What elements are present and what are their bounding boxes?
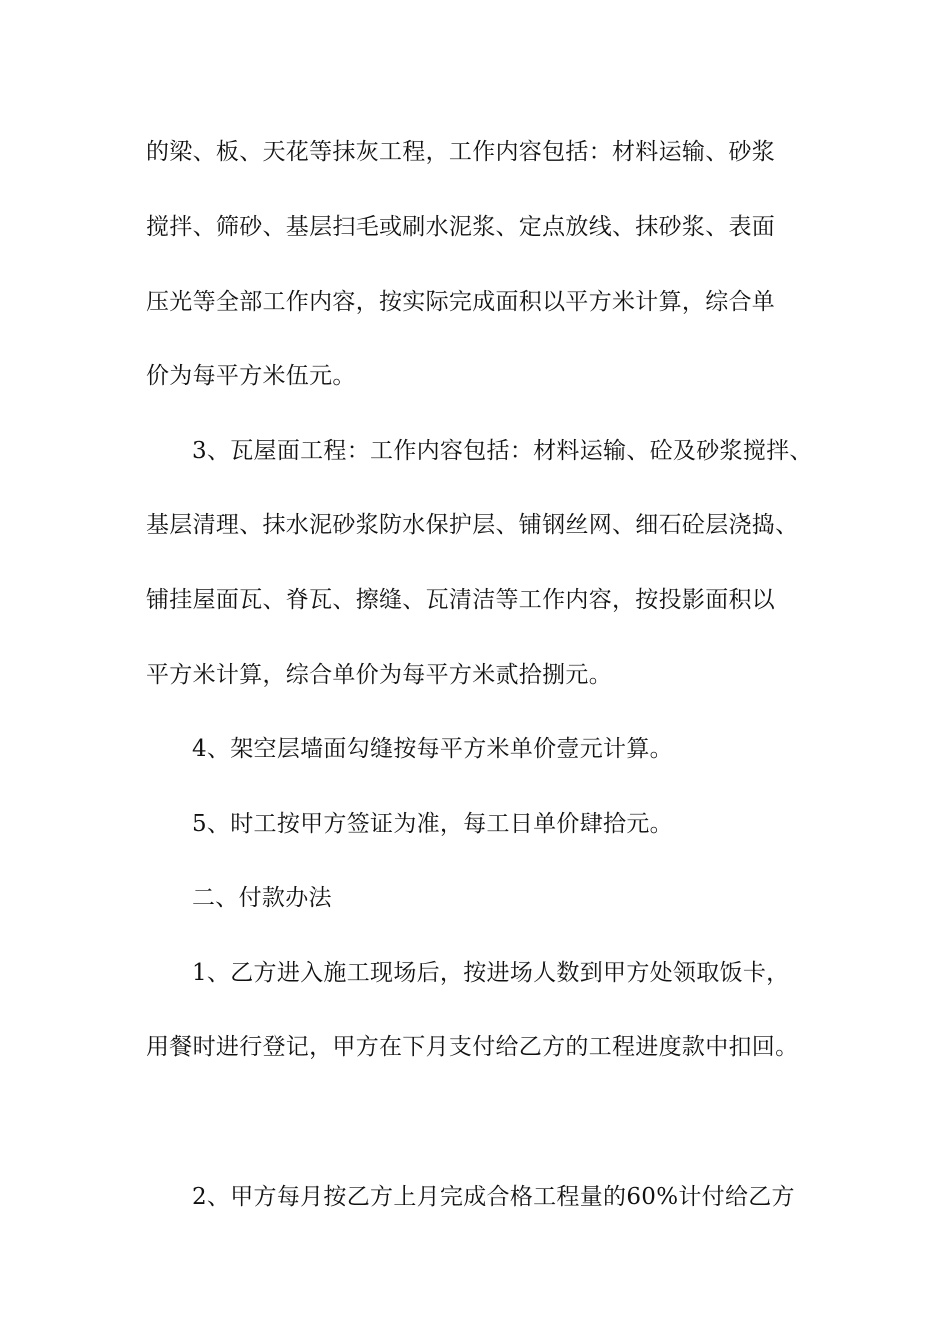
clause-3-line-1: 3、瓦屋面工程：工作内容包括：材料运输、砼及砂浆搅拌、 bbox=[192, 438, 813, 464]
payment-1-line-2: 用餐时进行登记，甲方在下月支付给乙方的工程进度款中扣回。 bbox=[146, 1034, 799, 1060]
text-line-2: 搅拌、筛砂、基层扫毛或刷水泥浆、定点放线、抹砂浆、表面 bbox=[146, 214, 776, 240]
payment-1-line-1: 1、乙方进入施工现场后，按进场人数到甲方处领取饭卡， bbox=[192, 960, 790, 986]
text-line-1: 的梁、板、天花等抹灰工程，工作内容包括：材料运输、砂浆 bbox=[146, 139, 776, 165]
clause-3-line-4: 平方米计算，综合单价为每平方米贰拾捌元。 bbox=[146, 662, 612, 688]
clause-5: 5、时工按甲方签证为准，每工日单价肆拾元。 bbox=[192, 811, 673, 837]
clause-3-line-3: 铺挂屋面瓦、脊瓦、擦缝、瓦清洁等工作内容，按投影面积以 bbox=[146, 587, 776, 613]
clause-4: 4、架空层墙面勾缝按每平方米单价壹元计算。 bbox=[192, 736, 673, 762]
clause-3-line-2: 基层清理、抹水泥砂浆防水保护层、铺钢丝网、细石砼层浇捣、 bbox=[146, 512, 799, 538]
text-line-4: 价为每平方米伍元。 bbox=[146, 363, 356, 389]
section-heading-payment: 二、付款办法 bbox=[192, 885, 332, 911]
text-line-3: 压光等全部工作内容，按实际完成面积以平方米计算，综合单 bbox=[146, 289, 776, 315]
payment-2-line-1: 2、甲方每月按乙方上月完成合格工程量的60%计付给乙方 bbox=[192, 1184, 795, 1210]
